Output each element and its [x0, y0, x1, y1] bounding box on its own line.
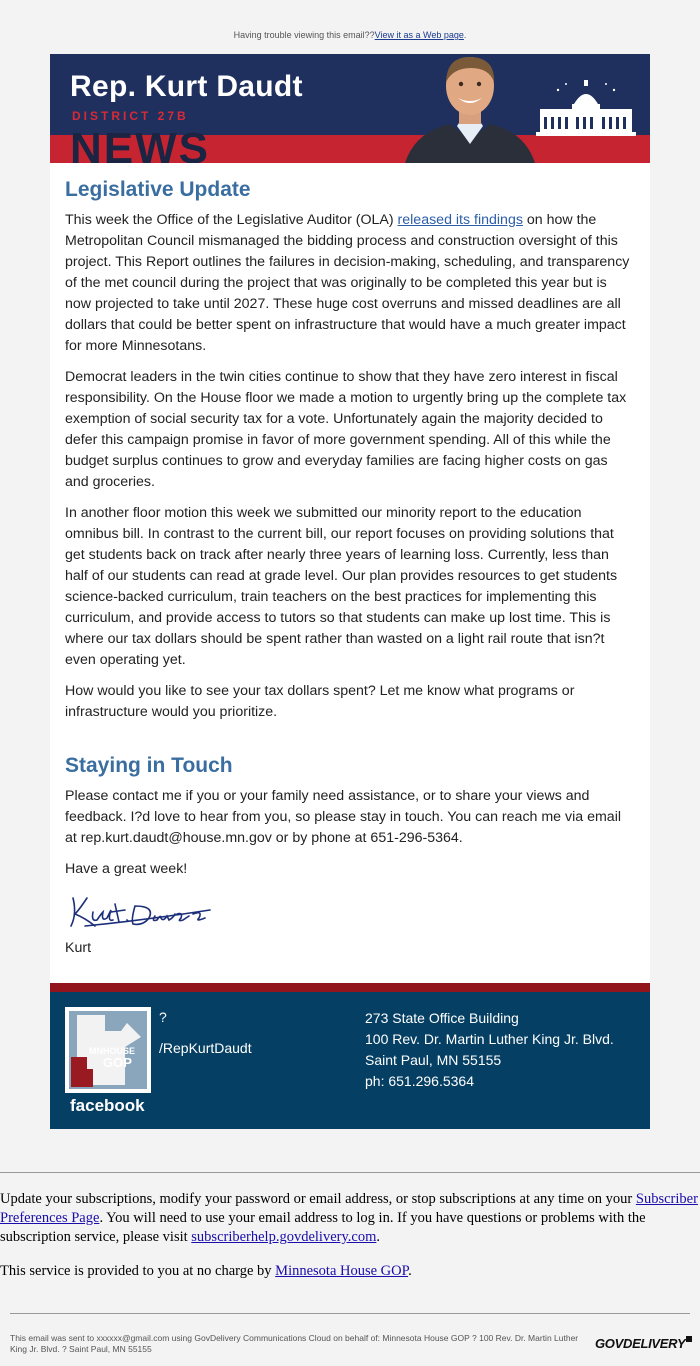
newsletter-body [50, 163, 650, 983]
section-heading-legislative-update: Legislative Update [65, 178, 251, 201]
subscription-paragraph: Update your subscriptions, modify your password or email address, or stop subscriptions at any time on your Subscriber Preferences Page. You will need to use your email address to log in. If you have questions or problems with the subscription service, please visit subscriberhelp.govdelivery.com. [0, 1191, 698, 1245]
divider-bottom [10, 1313, 690, 1314]
logo-gop-text: GOP [103, 1055, 132, 1070]
facebook-label[interactable]: facebook [70, 1096, 145, 1115]
facebook-handle[interactable]: /RepKurtDaudt [159, 1040, 252, 1056]
divider-top [0, 1172, 700, 1173]
released-findings-link[interactable]: released its findings [397, 212, 523, 228]
footer-bar [50, 983, 650, 1129]
web-version-link[interactable]: View it as a Web page [374, 30, 464, 40]
rep-name: Rep. Kurt Daudt [70, 70, 303, 103]
district-label: DISTRICT 27B [72, 109, 189, 123]
minnesota-house-gop-link[interactable]: Minnesota House GOP [275, 1263, 409, 1279]
paragraph-contact: Please contact me if you or your family need assistance, or to share your views and feedback. I?d love to hear from you, so please stay in touch. You can reach me via email at rep.kurt.daudt@house.mn.gov or by phone at 651-296-5364. [65, 788, 621, 846]
address-line-2: 100 Rev. Dr. Martin Luther King Jr. Blvd. [365, 1031, 614, 1047]
paragraph-tax-question: How would you like to see your tax dollars spent? Let me know what programs or infrastructure would you prioritize. [65, 683, 575, 720]
paragraph-tax-exemption: Democrat leaders in the twin cities continue to show that they have zero interest in fiscal responsibility. On the House floor we made a motion to urgently bring up the complete tax exemption of social security tax for a vote. Unfortunately again the majority decided to defer this campaign promise in favor of more government spending. All of this while the budget surplus continues to grow and everyday families are facing higher costs on gas and groceries. [65, 369, 627, 490]
sign-off-name: Kurt [65, 940, 92, 956]
footer-placeholder-char: ? [159, 1009, 167, 1025]
signature-image [65, 890, 215, 934]
capitol-icon [536, 78, 636, 136]
service-provider-paragraph: This service is provided to you at no charge by Minnesota House GOP. [0, 1263, 412, 1279]
govdelivery-mark-icon [686, 1336, 692, 1342]
logo-mnhouse-text: MNHOUSE [89, 1046, 136, 1056]
preheader [0, 30, 700, 40]
section-heading-staying-in-touch: Staying in Touch [65, 754, 233, 777]
newsletter-card [50, 54, 650, 1129]
address-line-3: Saint Paul, MN 55155 [365, 1052, 502, 1068]
address-line-1: 273 State Office Building [365, 1010, 519, 1026]
govdelivery-logo[interactable]: GOVDELIVERY [595, 1336, 692, 1351]
portrait-photo [395, 54, 545, 163]
paragraph-great-week: Have a great week! [65, 861, 188, 877]
office-address [365, 1008, 614, 1092]
news-wordmark: NEWS [70, 124, 210, 163]
subscription-legal [0, 1190, 700, 1296]
preheader-suffix: . [463, 30, 467, 40]
preheader-text: Having trouble viewing this email?? [233, 30, 375, 40]
paragraph-minority-report: In another floor motion this week we submitted our minority report to the education omnibus bill. In contrast to the current bill, our report focuses on providing solutions that get students back on track after nearly three years of learning loss. Currently, less than half of our students can read at grade level. Our plan provides resources to get students science-backed curriculum, train teachers on the best practices for implementing this curriculum, and provide access to tutors so that students can make up lost time. This is where our tax dollars should be spent rather than wasted on a light rail route that isn?t even operating yet. [65, 505, 618, 668]
subscriber-preferences-link[interactable]: Subscriber Preferences Page [0, 1191, 698, 1226]
subscriber-help-link[interactable]: subscriberhelp.govdelivery.com [191, 1229, 377, 1245]
address-phone: ph: 651.296.5364 [365, 1073, 474, 1089]
paragraph-ola-findings: This week the Office of the Legislative Auditor (OLA) released its findings on how the Metropolitan Council mismanaged the bidding process and construction oversight of this project. This Report outlines the failures in decision-making, scheduling, and transparency of the met council during the project that was originally to be completed this year but is now projected to take until 2027. These huge cost overruns and missed deadlines are all dollars that could be better spent on infrastructure that would have a much greater impact for more Minnesotans. [65, 212, 630, 354]
header-banner [50, 54, 650, 163]
sent-to-note: This email was sent to xxxxxx@gmail.com using GovDelivery Communications Cloud on behalf of: Minnesota House GOP ? 100 Rev. Dr. Martin Luther King Jr. Blvd. ? Saint Paul, MN 55155 [10, 1333, 579, 1354]
